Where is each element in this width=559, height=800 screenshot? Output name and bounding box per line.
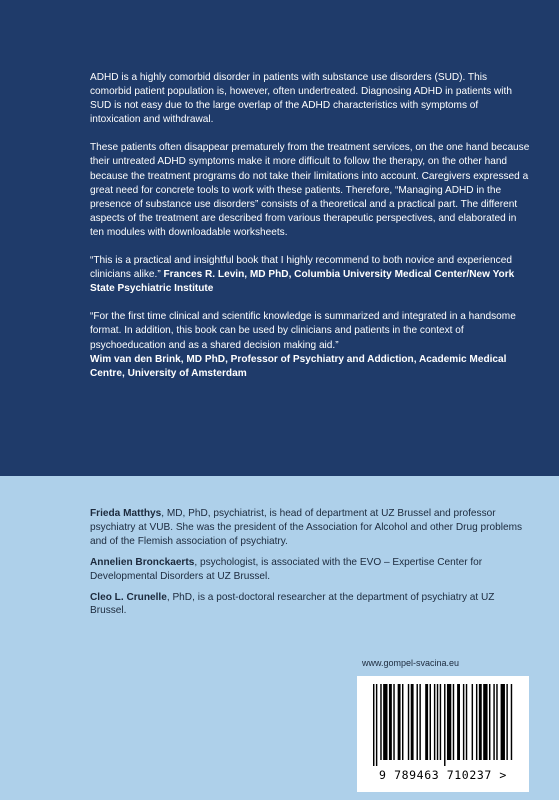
barcode-bar bbox=[511, 684, 512, 760]
endorsement-2-text: “For the first time clinical and scientific knowledge is summarized and integrated in a handsome format. In addition, this book can be used by clinicians and patients in the context of psychoeducation and as a shared decision making aid.” bbox=[90, 311, 516, 351]
barcode-bar bbox=[493, 684, 494, 760]
barcode-bar bbox=[476, 684, 477, 760]
author-text-2: , psychologist, is associated with the EVO – Expertise Center for Developmental Disorders at UZ Brussel. bbox=[90, 556, 483, 582]
barcode-bar bbox=[463, 684, 464, 760]
barcode-bar bbox=[496, 684, 497, 760]
author-text-1: , MD, PhD, psychiatrist, is head of department at UZ Brussel and professor psychiatry at VUB. She was the president of the Association for Alcohol and other Drug problems and of the Flemish association of psychiatry. bbox=[90, 508, 523, 547]
isbn-number: 9 789463 710237 > bbox=[379, 768, 507, 782]
barcode-bar bbox=[501, 684, 505, 760]
publisher-website: www.gompel-svacina.eu bbox=[362, 658, 460, 668]
barcode-bar bbox=[483, 684, 487, 760]
isbn-barcode bbox=[357, 676, 529, 792]
barcode-bar bbox=[417, 684, 418, 760]
barcode-bar bbox=[440, 684, 441, 760]
barcode-bar bbox=[376, 684, 377, 766]
author-name-2: Annelien Bronckaerts bbox=[90, 556, 195, 568]
author-bio-3 bbox=[90, 591, 530, 619]
barcode-bar bbox=[408, 684, 409, 760]
barcode-bar bbox=[425, 684, 428, 760]
endorsement-2 bbox=[90, 310, 530, 380]
barcode-bar bbox=[380, 684, 381, 760]
barcode-bar bbox=[457, 684, 460, 760]
barcode-bar bbox=[466, 684, 467, 760]
blurb-paragraph-2: These patients often disappear prematurely from the treatment services, on the one hand because their untreated ADHD symptoms make it more difficult to follow the therapy, on the other hand because the treatment programs do not take their limitations into account. Caregivers expressed a great need for concrete tools to work with these patients. Therefore, “Managing ADHD in the presence of substance use disorders” consists of a theoretical and a practical part. The different aspects of the treatment are described from various therapeutic perspectives, and elaborated in ten modules with downloadable worksheets. bbox=[90, 142, 530, 238]
barcode-bar bbox=[489, 684, 490, 760]
barcode-bar bbox=[447, 684, 451, 760]
barcode-bars bbox=[373, 684, 513, 766]
barcode-bar bbox=[402, 684, 403, 760]
barcode-bar bbox=[373, 684, 374, 766]
endorsement-1-author: Frances R. Levin, MD PhD, Columbia University Medical Center/New York State Psychiatric Institute bbox=[90, 269, 515, 295]
barcode-bar bbox=[419, 684, 420, 760]
author-bio-2 bbox=[90, 556, 530, 584]
author-name-3: Cleo L. Crunelle bbox=[90, 591, 167, 603]
barcode-bar bbox=[430, 684, 431, 760]
book-blurb bbox=[90, 71, 530, 395]
barcode-bar bbox=[393, 684, 394, 760]
barcode-bar bbox=[472, 684, 473, 760]
barcode-bar bbox=[479, 684, 482, 760]
barcode-bar bbox=[437, 684, 438, 760]
barcode-bar bbox=[506, 684, 507, 760]
author-bios bbox=[90, 507, 530, 625]
endorsement-1 bbox=[90, 254, 530, 296]
barcode-bar bbox=[411, 684, 414, 760]
author-name-1: Frieda Matthys bbox=[90, 508, 162, 519]
endorsement-2-author: Wim van den Brink, MD PhD, Professor of Psychiatry and Addiction, Academic Medical Centre, University of Amsterdam bbox=[90, 353, 507, 379]
barcode-bar bbox=[444, 684, 445, 766]
barcode-bar bbox=[383, 684, 387, 760]
blurb-paragraph-1: ADHD is a highly comorbid disorder in patients with substance use disorders (SUD). This comorbid patient population is, however, often undertreated. Diagnosing ADHD in patients with SUD is not easy due to the large overlap of the ADHD characteristics with symptoms of intoxication and withdrawal. bbox=[90, 72, 512, 126]
barcode-bar bbox=[398, 684, 401, 760]
author-text-3: , PhD, is a post-doctoral researcher at the department of psychiatry at UZ Brussel. bbox=[90, 591, 495, 617]
barcode-bar bbox=[453, 684, 454, 760]
barcode-bar bbox=[389, 684, 392, 760]
endorsement-1-text: “This is a practical and insightful book that I highly recommend to both novice and experienced clinicians alike.” bbox=[90, 255, 512, 281]
author-bio-1 bbox=[90, 507, 530, 549]
barcode-bar bbox=[434, 684, 435, 760]
